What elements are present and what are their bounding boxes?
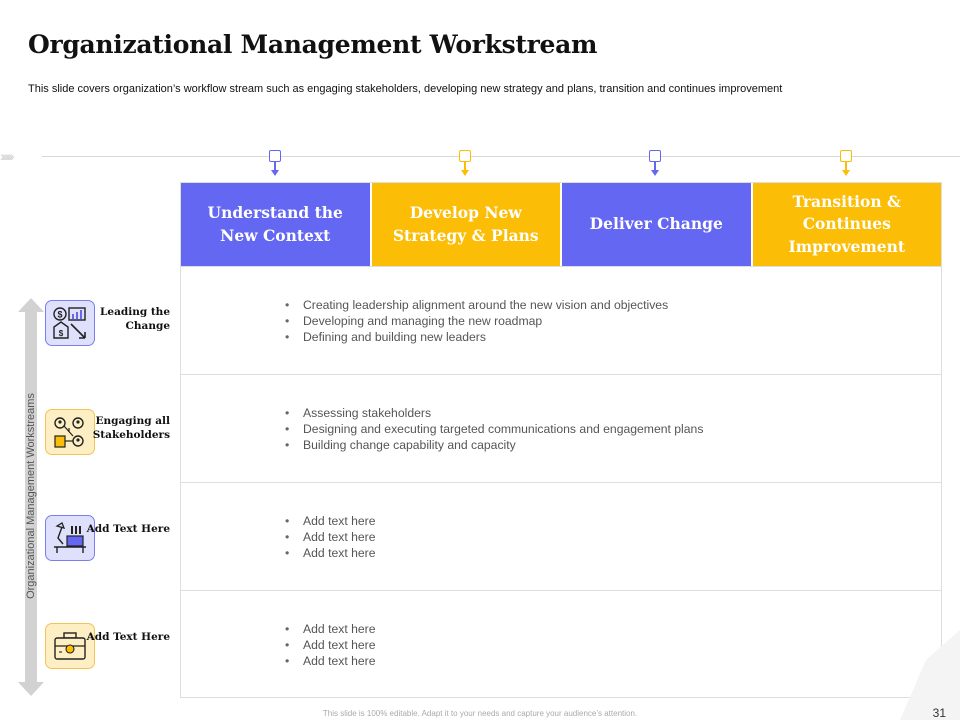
table-row [181,590,941,698]
list-item: • Creating leadership alignment around the new vision and objectives [285,297,668,313]
list-item: • Add text here [285,545,376,561]
list-item: • Add text here [285,621,376,637]
column-header-develop: Develop New Strategy & Plans [372,183,563,266]
table-row [181,266,941,374]
bullet-list [285,621,376,669]
list-item: • Defining and building new leaders [285,329,668,345]
list-item: • Building change capability and capacity [285,437,703,453]
column-header-transition: Transition & Continues Improvement [753,183,942,266]
row-label: Leading the Change [100,306,170,332]
side-axis-label: Organizational Management Workstreams [25,393,37,599]
row-label: Add Text Here [86,631,170,643]
footer-note: This slide is 100% editable. Adapt it to your needs and capture your audience’s attention. [322,709,638,718]
list-item: • Designing and executing targeted communications and engagement plans [285,421,703,437]
table-row [181,482,941,590]
row-label: Engaging all Stakeholders [92,415,170,441]
list-item: • Add text here [285,513,376,529]
timeline-marker-icon [840,150,852,180]
bullet-list [285,405,703,453]
svg-text:$: $ [58,329,64,338]
page-subtitle: This slide covers organization’s workflow stream such as engaging stakeholders, developing new strategy and plans, transition and continues improvement [28,83,783,95]
timeline-marker-icon [649,150,661,180]
list-item: • Add text here [285,653,376,669]
list-item: • Add text here [285,637,376,653]
bullet-list [285,297,668,345]
list-item: • Developing and managing the new roadmap [285,313,668,329]
column-header-understand: Understand the New Context [181,183,372,266]
page-number: 31 [932,706,946,720]
column-headers [181,183,941,266]
timeline-line [42,156,960,157]
workstream-table [180,182,942,698]
row-label: Add Text Here [86,523,170,535]
timeline-marker-icon [269,150,281,180]
timeline-marker-icon [459,150,471,180]
chevron-arrows-icon: ››››››› [0,148,12,164]
bullet-list [285,513,376,561]
list-item: • Assessing stakeholders [285,405,703,421]
svg-text:$: $ [57,309,63,320]
table-row [181,374,941,482]
page-title: Organizational Management Workstream [28,30,598,59]
list-item: • Add text here [285,529,376,545]
column-header-deliver: Deliver Change [562,183,753,266]
